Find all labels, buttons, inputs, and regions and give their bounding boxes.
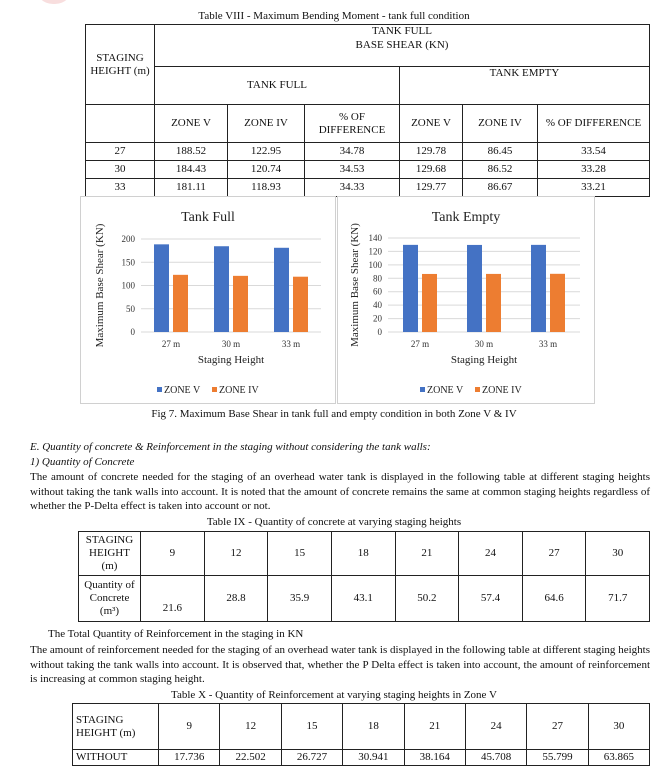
- table-cell: 24: [465, 704, 526, 750]
- y-tick-label: 140: [368, 233, 382, 243]
- table9-caption: Table IX - Quantity of concrete at varying staging heights: [206, 516, 462, 528]
- table-cell: 27: [527, 704, 588, 750]
- table-cell: 30: [86, 161, 155, 179]
- table-cell: 34.53: [305, 161, 400, 179]
- table-row: [73, 750, 650, 766]
- table-row: [86, 161, 650, 179]
- chart-tank-empty-svg: [338, 197, 594, 403]
- table-cell: 15: [268, 532, 332, 576]
- table-cell: 30: [586, 532, 650, 576]
- table8-col-zone4: ZONE IV: [228, 105, 305, 143]
- legend-swatch: [157, 387, 162, 392]
- table-cell: 55.799: [527, 750, 588, 766]
- table-cell: 38.164: [404, 750, 465, 766]
- subsection-1-heading: 1) Quantity of Concrete: [30, 456, 135, 468]
- table-cell: 64.6: [522, 576, 586, 622]
- bar: [550, 274, 565, 332]
- table-cell: 21: [395, 532, 459, 576]
- table10: [72, 703, 650, 766]
- table-cell: 33.21: [538, 179, 650, 197]
- table8-caption: Table VIII - Maximum Bending Moment - tank full condition: [198, 10, 470, 22]
- y-tick-label: 20: [373, 313, 382, 324]
- fig7-caption: Fig 7. Maximum Base Shear in tank full and empty condition in both Zone V & IV: [151, 408, 517, 420]
- y-tick-label: 0: [377, 327, 382, 337]
- table-cell: 86.67: [463, 179, 538, 197]
- y-tick-label: 60: [373, 286, 382, 297]
- bar: [154, 244, 169, 332]
- bar: [173, 275, 188, 332]
- table-cell: 22.502: [220, 750, 281, 766]
- y-tick-label: 40: [373, 300, 382, 311]
- table-cell: 184.43: [155, 161, 228, 179]
- table-cell: 12: [220, 704, 281, 750]
- table8-group-full: TANK FULL: [155, 67, 400, 105]
- table-cell: 122.95: [228, 143, 305, 161]
- table8: [85, 24, 650, 197]
- legend-swatch: [475, 387, 480, 392]
- table9-row2-label: Quantity of Concrete (m³): [79, 576, 141, 622]
- table-cell: 50.2: [395, 576, 459, 622]
- bar: [403, 245, 418, 332]
- table9-row1-label: STAGING HEIGHT (m): [79, 532, 141, 576]
- table-cell: 120.74: [228, 161, 305, 179]
- legend-label: ZONE V: [164, 385, 201, 396]
- table-cell: 18: [331, 532, 395, 576]
- y-tick-label: 150: [121, 257, 135, 268]
- table-cell: 28.8: [204, 576, 268, 622]
- reinforcement-title: The Total Quantity of Reinforcement in the staging in KN: [48, 628, 304, 640]
- chart-title: Tank Full: [181, 210, 235, 225]
- table-cell: 35.9: [268, 576, 332, 622]
- table-cell: 33.54: [538, 143, 650, 161]
- table-cell: 63.865: [588, 750, 649, 766]
- table-cell: 43.1: [331, 576, 395, 622]
- legend-label: ZONE IV: [219, 385, 259, 396]
- section-e-heading: E. Quantity of concrete & Reinforcement in the staging without considering the tank walls:: [30, 441, 431, 453]
- legend-swatch: [420, 387, 425, 392]
- paragraph-reinforcement: The amount of reinforcement needed for the staging of an overhead water tank is displayed in the following table at different staging heights without taking the tank walls into account. It is observed that, whether the P Delta effect is taken into account, the amount of reinforcement is increasing at common staging height.: [30, 644, 650, 685]
- table-cell: 86.45: [463, 143, 538, 161]
- table-row: [73, 704, 650, 750]
- table-cell: 118.93: [228, 179, 305, 197]
- table10-row2-label: WITHOUT: [73, 750, 159, 766]
- table8-group-empty: TANK EMPTY: [400, 67, 650, 105]
- x-tick-label: 27 m: [410, 339, 430, 349]
- y-tick-label: 80: [373, 273, 382, 284]
- table-cell: 30: [588, 704, 649, 750]
- table8-col-zone4-empty: ZONE IV: [463, 105, 538, 143]
- table-cell: 33: [86, 179, 155, 197]
- table-cell: 181.11: [155, 179, 228, 197]
- paragraph-concrete: The amount of concrete needed for the staging of an overhead water tank is displayed in the following table at different staging heights without taking the tank walls into account. It is noted that the amount of concrete remains the same at common staging heights regardless of whether the P-Delta effect is taken into account or not.: [30, 471, 650, 512]
- legend-label: ZONE V: [427, 385, 464, 396]
- bar: [274, 248, 289, 332]
- x-tick-label: 30 m: [474, 339, 494, 349]
- table8-col-zone5: ZONE V: [155, 105, 228, 143]
- bar: [486, 274, 501, 332]
- table-cell: 71.7: [586, 576, 650, 622]
- x-axis-label: Staging Height: [450, 354, 518, 366]
- chart-tank-empty: [337, 196, 595, 404]
- table-cell: 24: [459, 532, 523, 576]
- table8-top-header: TANK FULL: [155, 25, 650, 39]
- legend-label: ZONE IV: [482, 385, 522, 396]
- y-tick-label: 200: [121, 234, 135, 244]
- x-axis-label: Staging Height: [197, 354, 265, 366]
- table-row: [79, 532, 650, 576]
- table8-sub-header: BASE SHEAR (KN): [155, 39, 650, 67]
- x-tick-label: 27 m: [161, 339, 181, 349]
- table-cell: 21.6: [141, 576, 205, 622]
- table-cell: 34.78: [305, 143, 400, 161]
- bar: [233, 276, 248, 332]
- table-cell: 15: [281, 704, 342, 750]
- bar: [422, 274, 437, 332]
- y-axis-label: Maximum Base Shear (KN): [349, 223, 361, 347]
- table-cell: 27: [86, 143, 155, 161]
- table-row: [79, 576, 650, 622]
- y-axis-label: Maximum Base Shear (KN): [94, 223, 106, 348]
- x-tick-label: 30 m: [221, 339, 241, 349]
- table-cell: 27: [522, 532, 586, 576]
- table-cell: 33.28: [538, 161, 650, 179]
- table-cell: 21: [404, 704, 465, 750]
- table8-col-zone5-empty: ZONE V: [400, 105, 463, 143]
- table-row: [86, 179, 650, 197]
- table8-col-diff-empty: % OF DIFFERENCE: [538, 105, 650, 143]
- y-tick-label: 50: [126, 303, 135, 314]
- bar: [293, 277, 308, 332]
- table-cell: 129.78: [400, 143, 463, 161]
- table-cell: 129.68: [400, 161, 463, 179]
- chart-tank-full: [80, 196, 336, 404]
- logo-fragment: [35, 0, 73, 4]
- table-cell: 129.77: [400, 179, 463, 197]
- table8-staging-header: STAGING HEIGHT (m): [86, 25, 155, 105]
- y-tick-label: 120: [368, 246, 382, 257]
- bar: [467, 245, 482, 332]
- table-cell: 26.727: [281, 750, 342, 766]
- table-cell: 86.52: [463, 161, 538, 179]
- table8-col-diff: % OF DIFFERENCE: [305, 105, 400, 143]
- table-cell: 30.941: [343, 750, 404, 766]
- x-tick-label: 33 m: [538, 339, 558, 349]
- table-cell: 34.33: [305, 179, 400, 197]
- table-row: [86, 143, 650, 161]
- y-tick-label: 100: [368, 259, 382, 270]
- table-cell: 17.736: [159, 750, 220, 766]
- chart-title: Tank Empty: [431, 210, 501, 225]
- chart-tank-full-svg: [81, 197, 335, 403]
- x-tick-label: 33 m: [281, 339, 301, 349]
- y-tick-label: 100: [121, 280, 135, 291]
- y-tick-label: 0: [130, 327, 135, 337]
- table-cell: 18: [343, 704, 404, 750]
- table-cell: 12: [204, 532, 268, 576]
- table-cell: 9: [141, 532, 205, 576]
- table10-row1-label: STAGING HEIGHT (m): [73, 704, 159, 750]
- bar: [214, 246, 229, 332]
- legend-swatch: [212, 387, 217, 392]
- table-cell: 57.4: [459, 576, 523, 622]
- table-cell: 45.708: [465, 750, 526, 766]
- table9: [78, 531, 650, 622]
- table-cell: 188.52: [155, 143, 228, 161]
- table10-caption: Table X - Quantity of Reinforcement at varying staging heights in Zone V: [171, 689, 497, 701]
- bar: [531, 245, 546, 332]
- table-cell: 9: [159, 704, 220, 750]
